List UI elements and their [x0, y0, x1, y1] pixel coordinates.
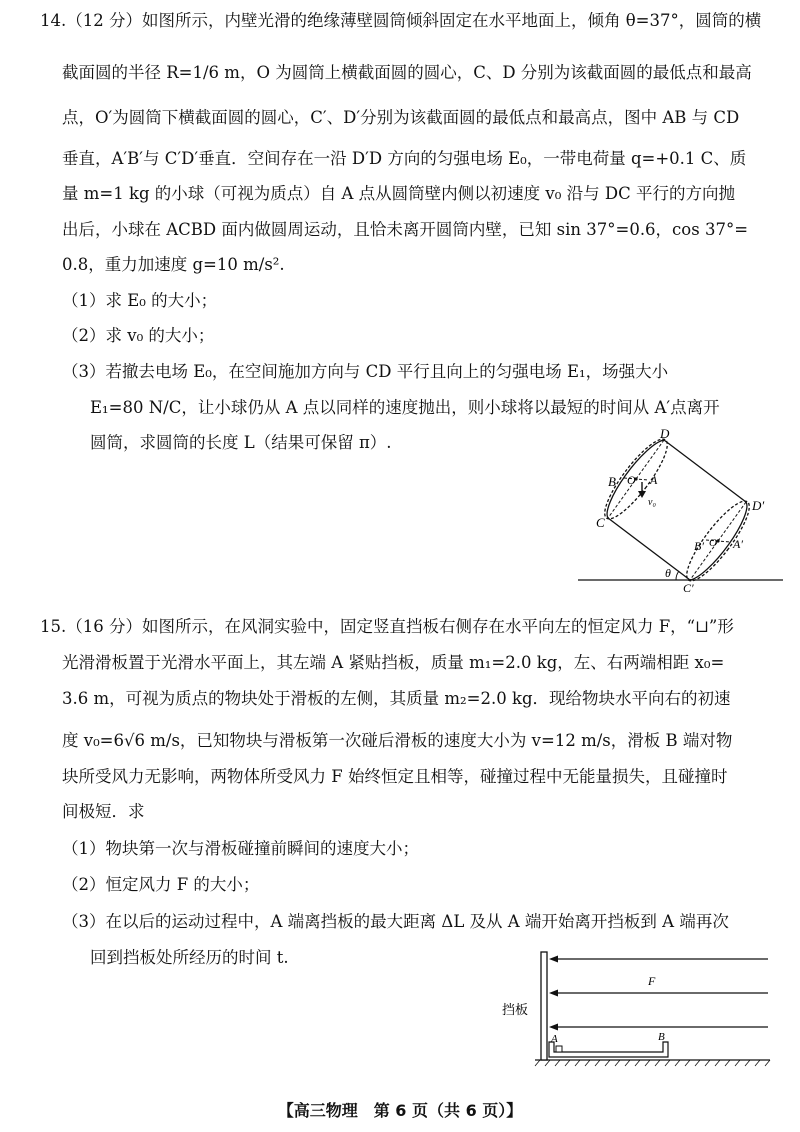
label-D-prime: D′: [752, 498, 765, 513]
q14-line-5: 量 m=1 kg 的小球（可视为质点）自 A 点从圆筒壁内侧以初速度 v₀ 沿与 DC 平行的方向抛: [62, 184, 735, 203]
q15-line-6: 间极短．求: [62, 802, 145, 821]
q14-line-3: 点，O′为圆筒下横截面圆的圆心，C′、D′分别为该截面圆的最低点和最高点，图中 AB 与 CD: [62, 108, 740, 127]
q14-line-1: 14.（12 分）如图所示，内壁光滑的绝缘薄壁圆筒倾斜固定在水平地面上，倾角 θ=37°，圆筒的横: [40, 11, 762, 30]
q14-sub-2: （2）求 v₀ 的大小；: [62, 326, 215, 345]
label-theta: θ: [665, 566, 671, 580]
q15-line-2: 光滑滑板置于光滑水平面上，其左端 A 紧贴挡板，质量 m₁=2.0 kg，左、右两端相距 x₀=: [62, 653, 725, 672]
q15-sub-1: （1）物块第一次与滑板碰撞前瞬间的速度大小；: [62, 839, 419, 858]
label-B-end: B: [658, 1031, 665, 1043]
wind-tunnel-figure: [495, 945, 775, 1070]
label-B-prime: B′: [694, 539, 704, 553]
label-C-prime: C′: [683, 581, 694, 595]
q15-line-4: 度 v₀=6√6 m/s，已知物块与滑板第一次碰后滑板的速度大小为 v=12 m/s，滑板 B 端对物: [62, 731, 733, 750]
q14-line-6: 出后，小球在 ACBD 面内做圆周运动，且恰未离开圆筒内壁，已知 sin 37°=0.6，cos 37°=: [62, 220, 749, 239]
q14-sub-3c: 圆筒，求圆筒的长度 L（结果可保留 π）.: [90, 433, 392, 452]
label-C: C: [596, 515, 605, 530]
label-baffle: 挡板: [502, 1002, 529, 1017]
label-A-end: A: [551, 1033, 558, 1045]
label-O: O: [627, 473, 636, 487]
q14-sub-1: （1）求 E₀ 的大小；: [62, 291, 218, 310]
q15-sub-3: （3）在以后的运动过程中，A 端离挡板的最大距离 ΔL 及从 A 端开始离开挡板到 A 端再次: [62, 912, 729, 931]
q15-sub-2: （2）恒定风力 F 的大小；: [62, 875, 260, 894]
q14-line-7: 0.8，重力加速度 g=10 m/s².: [62, 255, 285, 274]
q15-line-1: 15.（16 分）如图所示，在风洞实验中，固定竖直挡板右侧存在水平向左的恒定风力 F，“⊔”形: [40, 617, 734, 636]
label-v0: v₀: [648, 497, 656, 508]
q15-sub-3b: 回到挡板处所经历的时间 t.: [90, 948, 289, 967]
q14-sub-3b: E₁=80 N/C，让小球仍从 A 点以同样的速度抛出，则小球将以最短的时间从 A′点离开: [90, 398, 720, 417]
label-B: B: [608, 474, 616, 489]
label-O-prime: O′: [709, 537, 720, 549]
q14-line-4: 垂直，A′B′与 C′D′垂直．空间存在一沿 D′D 方向的匀强电场 E₀，一带电荷量 q=+0.1 C、质: [62, 149, 747, 168]
cylinder-figure: [570, 426, 785, 595]
label-F: F: [648, 974, 656, 988]
q15-line-3: 3.6 m，可视为质点的物块处于滑板的左侧，其质量 m₂=2.0 kg．现给物块水平向右的初速: [62, 689, 731, 708]
label-A: A: [650, 473, 658, 487]
q14-sub-3: （3）若撤去电场 E₀，在空间施加方向与 CD 平行且向上的匀强电场 E₁，场强大小: [62, 362, 669, 381]
page-footer: 【高三物理 第 6 页（共 6 页）】: [277, 1101, 523, 1120]
q14-line-2: 截面圆的半径 R=1/6 m，O 为圆筒上横截面圆的圆心，C、D 分别为该截面圆的最低点和最高: [62, 63, 752, 82]
label-A-prime: A′: [733, 537, 743, 551]
label-D: D: [660, 426, 670, 441]
q15-line-5: 块所受风力无影响，两物体所受风力 F 始终恒定且相等，碰撞过程中无能量损失，且碰撞时: [62, 767, 728, 786]
